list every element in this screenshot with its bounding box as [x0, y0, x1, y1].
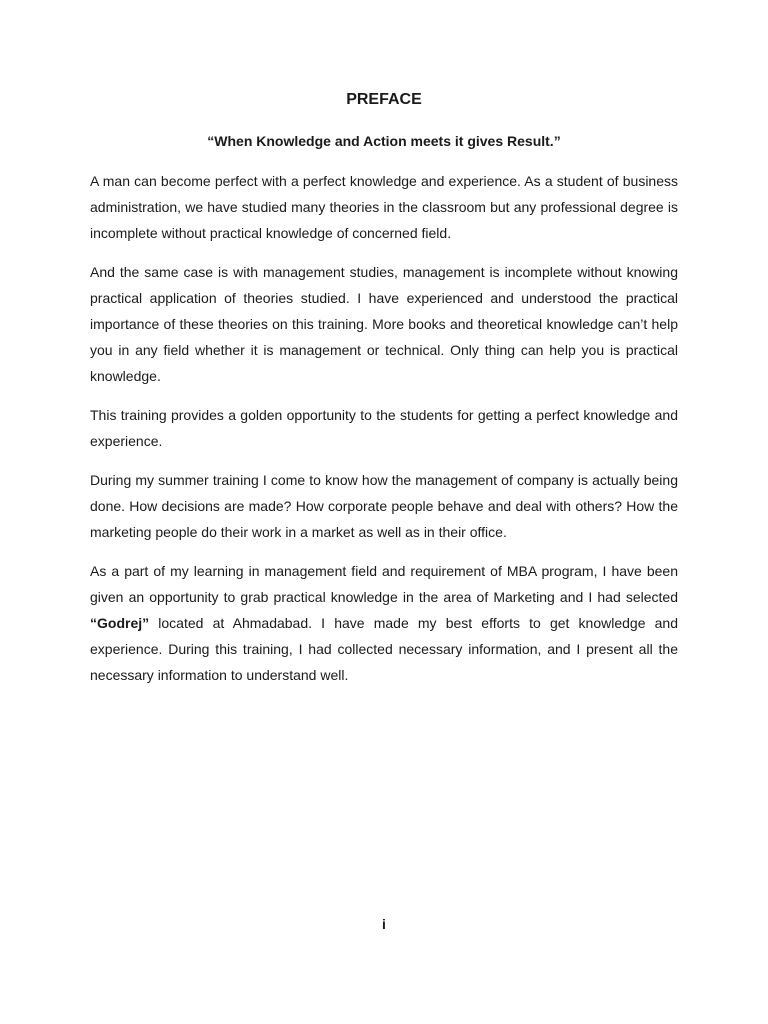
paragraph-5: [90, 558, 678, 688]
paragraph-3: This training provides a golden opportunity to the students for getting a perfect knowledge and experience.: [90, 407, 678, 449]
paragraph-4: During my summer training I come to know how the management of company is actually being done. How decisions are made? How corporate people behave and deal with others? How the marketing people do their work in a market as well as in their office.: [90, 472, 678, 540]
paragraph-5-text-before: As a part of my learning in management field and requirement of MBA program, I have been given an opportunity to grab practical knowledge in the area of Marketing and I had selected: [90, 563, 678, 605]
paragraph-1: A man can become perfect with a perfect knowledge and experience. As a student of business administration, we have studied many theories in the classroom but any professional degree is incomplete without practical knowledge of concerned field.: [90, 173, 678, 241]
page-number: i: [382, 916, 386, 932]
epigraph-quote: “When Knowledge and Action meets it gives Result.”: [207, 133, 561, 149]
company-name: “Godrej”: [90, 615, 150, 631]
paragraph-2: And the same case is with management studies, management is incomplete without knowing practical application of theories studied. I have experienced and understood the practical importance of these theories on this training. More books and theoretical knowledge can’t help you in any field whether it is management or technical. Only thing can help you is practical knowledge.: [90, 264, 678, 384]
body-text: [90, 168, 678, 701]
paragraph-5-text-after: located at Ahmadabad. I have made my best efforts to get knowledge and experience. During this training, I had collected necessary information, and I present all the necessary information to understand well.: [90, 615, 678, 683]
page-title: PREFACE: [346, 91, 422, 108]
